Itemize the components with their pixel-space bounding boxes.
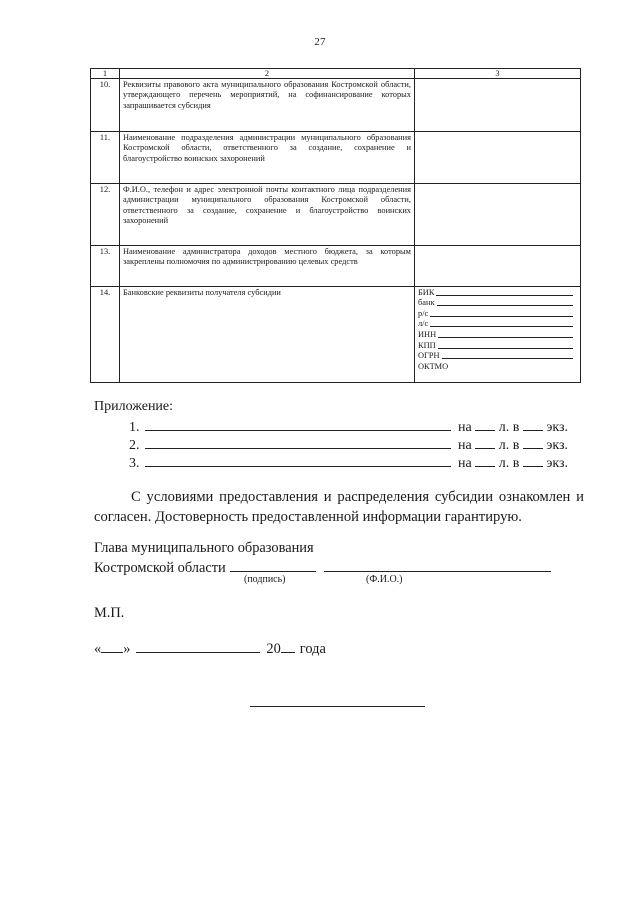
signature-field[interactable]	[230, 557, 316, 572]
row-value-field[interactable]	[415, 184, 581, 246]
bank-field-bik[interactable]	[418, 287, 577, 298]
appendix-item-number: 3.	[129, 456, 140, 471]
row-number: 12.	[91, 184, 120, 246]
requisites-table	[90, 68, 581, 383]
table-row	[91, 79, 581, 132]
date-row	[94, 639, 326, 658]
signature-hint: (подпись)	[244, 574, 286, 585]
bank-field-inn[interactable]	[418, 329, 577, 340]
appendix-item-number: 2.	[129, 438, 140, 453]
bank-field-label: БИК	[418, 287, 435, 297]
head-title-line-2	[94, 557, 551, 577]
row-description: Реквизиты правового акта муниципального образования Костромской области, утверждающего перечень мероприятий, на софинансирование которых запрашивается субсидия	[120, 79, 415, 132]
appendix-pages-label: л. в	[498, 456, 520, 471]
appendix-copies-field[interactable]	[523, 418, 543, 431]
appendix-copies-field[interactable]	[523, 436, 543, 449]
stamp-placeholder: М.П.	[94, 605, 125, 621]
head-title-line-1: Глава муниципального образования	[94, 540, 314, 556]
table-row	[91, 132, 581, 184]
appendix-pages-field[interactable]	[475, 436, 495, 449]
date-close-quote: »	[123, 641, 131, 657]
row-value-field[interactable]	[415, 132, 581, 184]
appendix-pages-field[interactable]	[475, 418, 495, 431]
appendix-title: Приложение:	[94, 399, 174, 414]
row-description: Ф.И.О., телефон и адрес электронной почты контактного лица подразделения администрации муниципального образования Костромской области, ответственного за создание, сохранение и благоустройство воинских захоронений	[120, 184, 415, 246]
bank-field-ogrn[interactable]	[418, 351, 577, 362]
bank-field-account[interactable]	[418, 308, 577, 319]
row-description: Наименование администратора доходов местного бюджета, за которым закреплены полномочия по администрированию целевых средств	[120, 246, 415, 287]
row-description: Банковские реквизиты получателя субсидии	[120, 287, 415, 383]
bank-details-cell	[415, 287, 581, 383]
table-row	[91, 287, 581, 383]
appendix-document-field[interactable]	[145, 417, 451, 431]
table-header-row	[91, 69, 581, 79]
appendix-copies-label: экз.	[546, 420, 568, 435]
agreement-statement: С условиями предоставления и распределения субсидии ознакомлен и согласен. Достоверность предоставленной информации гарантирую.	[94, 489, 584, 525]
appendix-copies-label: экз.	[546, 438, 568, 453]
bank-field-label: р/с	[418, 308, 429, 318]
appendix-on-label: на	[458, 456, 472, 471]
row-number: 13.	[91, 246, 120, 287]
page-number: 27	[314, 36, 326, 48]
appendix-item-2	[129, 435, 581, 454]
header-col-2: 2	[120, 69, 415, 79]
table-row	[91, 246, 581, 287]
header-col-1: 1	[91, 69, 120, 79]
appendix-document-field[interactable]	[145, 453, 451, 467]
date-year-field[interactable]	[281, 639, 295, 653]
bottom-divider	[250, 706, 425, 707]
row-number: 14.	[91, 287, 120, 383]
appendix-item-number: 1.	[129, 420, 140, 435]
full-name-hint: (Ф.И.О.)	[366, 574, 403, 585]
appendix-on-label: на	[458, 420, 472, 435]
bank-field-label: л/с	[418, 319, 429, 329]
bank-field-label: ОГРН	[418, 351, 440, 361]
bank-field-label: ИНН	[418, 329, 437, 339]
appendix-item-1	[129, 417, 581, 436]
head-title-region: Костромской области	[94, 560, 226, 576]
bank-field-bank[interactable]	[418, 298, 577, 309]
row-number: 11.	[91, 132, 120, 184]
bank-field-label: банк	[418, 298, 435, 308]
appendix-item-3	[129, 453, 581, 472]
date-year-prefix: 20	[266, 641, 281, 657]
appendix-pages-label: л. в	[498, 420, 520, 435]
bank-field-oktmo[interactable]	[418, 361, 577, 372]
appendix-copies-label: экз.	[546, 456, 568, 471]
appendix-on-label: на	[458, 438, 472, 453]
full-name-field[interactable]	[324, 557, 551, 572]
row-number: 10.	[91, 79, 120, 132]
bank-field-label: КПП	[418, 340, 436, 350]
date-year-word: года	[299, 641, 326, 657]
date-open-quote: «	[94, 641, 102, 657]
date-day-field[interactable]	[101, 639, 123, 653]
row-value-field[interactable]	[415, 246, 581, 287]
appendix-pages-label: л. в	[498, 438, 520, 453]
table-row	[91, 184, 581, 246]
bank-field-label: ОКТМО	[418, 361, 449, 371]
header-col-3: 3	[415, 69, 581, 79]
appendix-copies-field[interactable]	[523, 454, 543, 467]
row-description: Наименование подразделения администрации муниципального образования Костромской области, ответственного за создание, сохранение и благоустройство воинских захоронений	[120, 132, 415, 184]
date-month-field[interactable]	[136, 639, 260, 653]
appendix-document-field[interactable]	[145, 435, 451, 449]
appendix-pages-field[interactable]	[475, 454, 495, 467]
bank-field-personal-account[interactable]	[418, 319, 577, 330]
row-value-field[interactable]	[415, 79, 581, 132]
bank-field-kpp[interactable]	[418, 340, 577, 351]
